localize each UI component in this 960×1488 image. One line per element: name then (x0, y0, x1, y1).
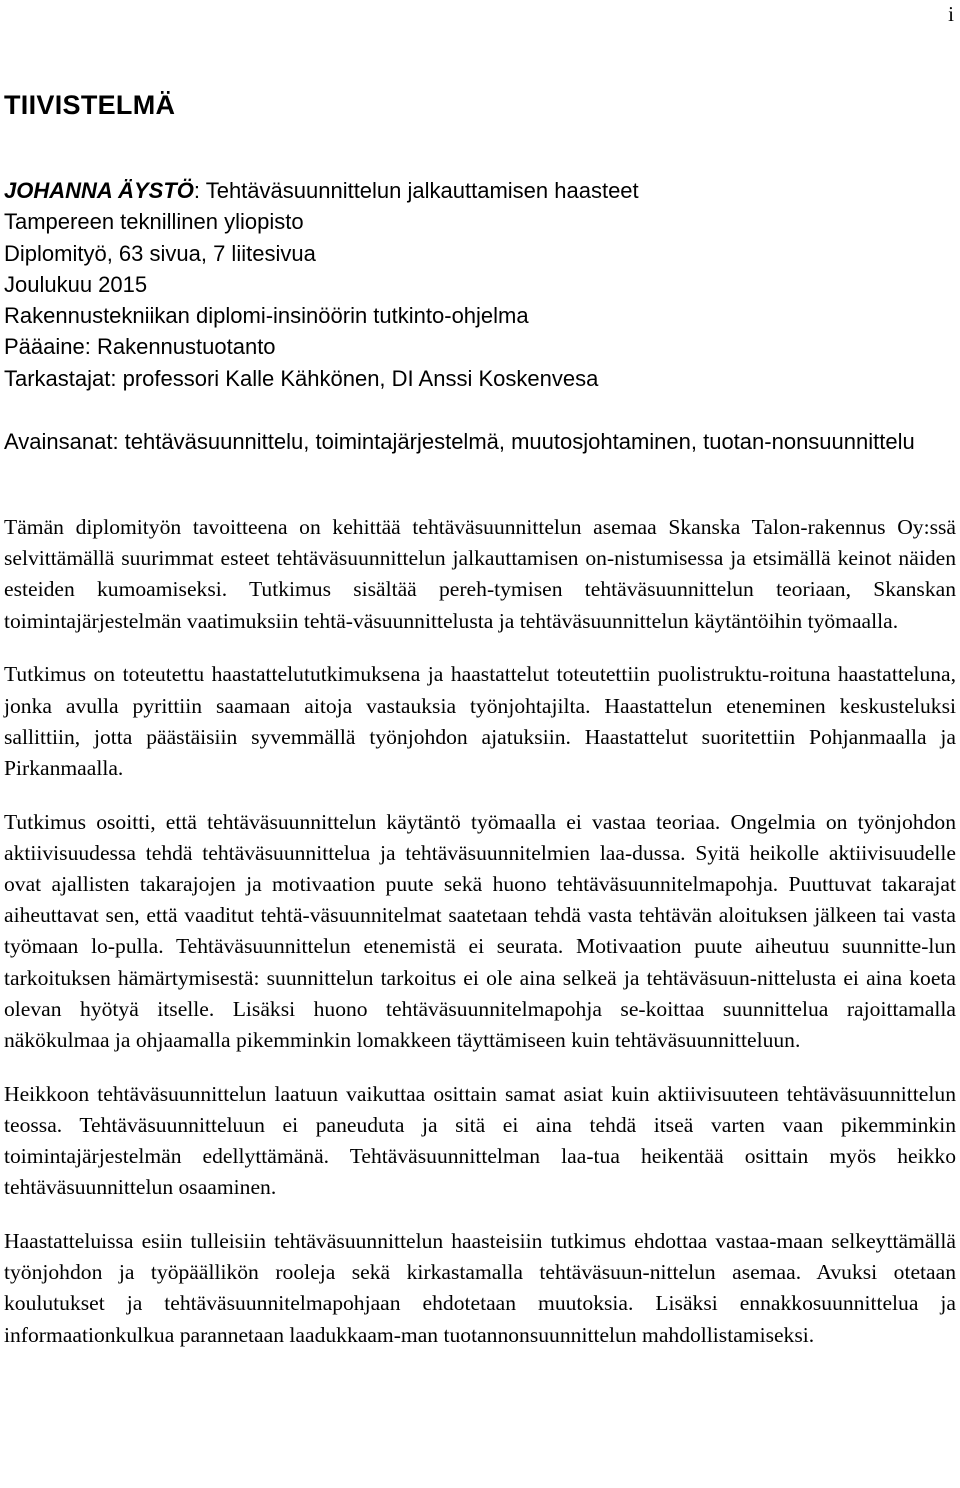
paragraph: Tutkimus osoitti, että tehtäväsuunnittelun käytäntö työmaalla ei vastaa teoriaa. Ongelmia on työnjohdon aktiivisuudessa tehdä tehtäväsuunnittelua ja tehtäväsuunnitelmien laa-dussa. Syitä heikolle aktiivisuudelle ovat ajallisten takarajojen ja motivaation puute sekä huono tehtäväsuunnitelmapohja. Puuttuvat takarajat aiheuttavat sen, että vaaditut tehtä-väsuunnitelmat saatetaan tehdä vasta tehtävän aloituksen jälkeen tai vasta työmaan lo-pulla. Tehtäväsuunnittelun etenemistä ei seurata. Motivaation puute aiheutuu suunnitte-lun tarkoituksen hämärtymisestä: suunnittelun tarkoitus ei ole aina selkeä ja tehtäväsuun-nittelusta ei aina koeta olevan hyötyä itselle. Lisäksi huono tehtäväsuunnitelmapohja se-koittaa suunnittelua rajoittamalla näkökulmaa ja ohjaamalla pikemminkin lomakkeen täyttämiseen kuin tehtäväsuunnitteluun. (4, 809, 956, 1053)
thesis-title: : Tehtäväsuunnittelun jalkauttamisen haasteet (193, 178, 639, 203)
paragraph: Tutkimus on toteutettu haastattelututkimuksena ja haastattelut toteutettiin puolistruktu-roituna haastatteluna, jonka avulla pyrittiin saamaan aitoja vastauksia työnjohtajilta. Haastattelun eteneminen keskusteluksi sallittiin, jotta päästäisiin syvemmällä työnjohdon ajatuksiin. Haastattelut suoritettiin Pohjanmaalla ja Pirkanmaalla. (4, 662, 956, 780)
paragraph: Heikkoon tehtäväsuunnittelun laatuun vaikuttaa osittain samat asiat kuin aktiivisuuteen tehtäväsuunnittelun teossa. Tehtäväsuunnitteluun ei paneuduta ja sitä ei aina tehdä itseä varten vaan pikemminkin toimintajärjestelmän edellyttämänä. Tehtäväsuunnittelman laa-tua heikentää osittain myös heikko tehtäväsuunnittelun osaaminen. (4, 1081, 956, 1200)
university-line: Tampereen teknillinen yliopisto (4, 209, 304, 235)
author-name: JOHANNA ÄYSTÖ (4, 178, 194, 203)
abstract-body (4, 512, 956, 1373)
thesis-metadata (4, 175, 956, 394)
author-line (4, 175, 956, 206)
keywords: Avainsanat: tehtäväsuunnittelu, toimintajärjestelmä, muutosjohtaminen, tuotan-nonsuunnittelu (4, 429, 915, 454)
page-count-line: Diplomityö, 63 sivua, 7 liitesivua (4, 240, 316, 266)
abstract-title: TIIVISTELMÄ (4, 90, 176, 120)
degree-programme-line: Rakennustekniikan diplomi-insinöörin tutkinto-ohjelma (4, 303, 529, 329)
paragraph: Haastatteluissa esiin tulleisiin tehtäväsuunnittelun haasteisiin tutkimus ehdottaa vastaa-maan selkeyttämällä työnjohdon ja työpäällikön rooleja sekä kirkastamalla tehtäväsuun-nittelun asemaa. Avuksi otetaan koulutukset ja tehtäväsuunnitelmapohjaan ehdotetaan muutoksia. Lisäksi ennakkosuunnittelua ja informaationkulkua parannetaan laadukkaam-man tuotannonsuunnittelun mahdollistamiseksi. (4, 1229, 956, 1347)
page-number: i (948, 2, 954, 26)
date-line: Joulukuu 2015 (4, 271, 148, 297)
paragraph: Tämän diplomityön tavoitteena on kehittää tehtäväsuunnittelun asemaa Skanska Talon-rakennus Oy:ssä selvittämällä suurimmat esteet tehtäväsuunnittelun jalkauttamisen on-nistumisessa ja etsimällä keinot näiden esteiden kumoamiseksi. Tutkimus sisältää pereh-tymisen tehtäväsuunnittelun teoriaan, Skanskan toimintajärjestelmän vaatimuksiin tehtä-väsuunnittelusta ja tehtäväsuunnittelun käytäntöihin työmaalla. (4, 515, 956, 633)
examiners-line: Tarkastajat: professori Kalle Kähkönen, DI Anssi Koskenvesa (4, 365, 599, 391)
major-line: Pääaine: Rakennustuotanto (4, 334, 276, 360)
